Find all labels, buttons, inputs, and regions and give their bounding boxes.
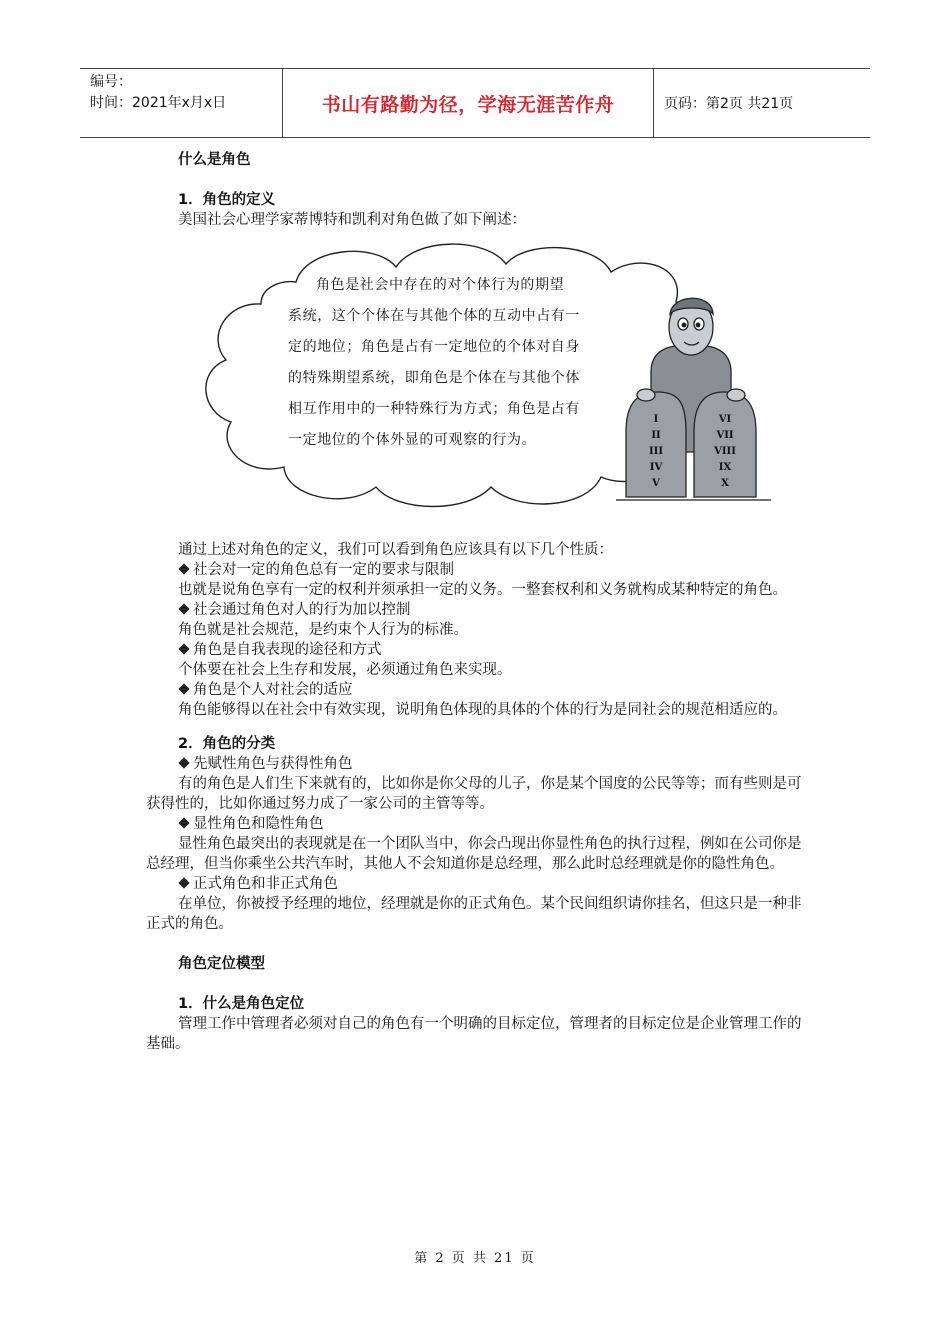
cloud-text <box>288 270 618 456</box>
tablet-numeral: VII <box>716 430 734 441</box>
bullet-text: 在单位，你被授予经理的地位，经理就是你的正式角色。某个民间组织请你挂名，但这只是一种非正式的角色。 <box>146 896 802 932</box>
intro-text: 美国社会心理学家蒂博特和凯利对角色做了如下阐述： <box>178 212 526 228</box>
tablet-numeral: IX <box>718 462 732 473</box>
subsection-title: 2．角色的分类 <box>178 736 276 752</box>
header-motto-cell <box>282 69 654 137</box>
cloud-line: 角色是社会中存在的对个体行为的期望 <box>316 277 565 293</box>
tablet-numeral: V <box>652 478 660 489</box>
tablet-numeral: II <box>651 430 661 441</box>
page-footer: 第 2 页 共 21 页 <box>414 1251 536 1266</box>
diamond-bullet-icon <box>178 757 189 768</box>
section-title: 什么是角色 <box>178 152 251 168</box>
bullet-item: 正式角色和非正式角色 <box>146 874 806 894</box>
time-label: 时间：2021年x月x日 <box>90 95 227 111</box>
bullet-item: 角色是个人对社会的适应 <box>146 680 806 700</box>
bullet-text: 角色就是社会规范，是约束个人行为的标准。 <box>178 622 468 638</box>
diamond-bullet-icon <box>178 603 189 614</box>
bullet-text: 个体要在社会上生存和发展，必须通过角色来实现。 <box>178 662 512 678</box>
properties-intro: 通过上述对角色的定义，我们可以看到角色应该具有以下几个性质： <box>178 542 613 558</box>
tablet-numeral: IV <box>649 462 663 473</box>
diamond-bullet-icon <box>178 643 189 654</box>
bullet-item: 角色是自我表现的途径和方式 <box>146 640 806 660</box>
bullet-item: 显性角色和隐性角色 <box>146 814 806 834</box>
diamond-bullet-icon <box>178 683 189 694</box>
bullet-item: 先赋性角色与获得性角色 <box>146 754 806 774</box>
bullet-text: 角色能够得以在社会中有效实现，说明角色体现的具体的个体的行为是同社会的规范相适应的。 <box>178 702 787 718</box>
cloud-line: 相互作用中的一种特殊行为方式；角色是占有 <box>288 401 580 417</box>
cloud-line: 的特殊期望系统，即角色是个体在与其他个体 <box>288 370 580 386</box>
number-label: 编号： <box>90 74 132 90</box>
header-table <box>80 68 870 138</box>
bullet-text: 也就是说角色享有一定的权利并须承担一定的义务。一整套权利和义务就构成某种特定的角色。 <box>178 582 787 598</box>
section-title: 角色定位模型 <box>178 956 265 972</box>
subsection-title: 1．什么是角色定位 <box>178 996 305 1012</box>
header-page-cell <box>654 69 870 137</box>
bullet-text: 有的角色是人们生下来就有的，比如你是你父母的儿子，你是某个国度的公民等等；而有些则是可获得性的，比如你通过努力成了一家公司的主管等等。 <box>146 776 802 812</box>
tablet-numeral: VIII <box>714 446 736 457</box>
tablet-numeral: X <box>721 478 729 489</box>
bullet-item: 社会对一定的角色总有一定的要求与限制 <box>146 560 806 580</box>
tablet-numeral: I <box>653 414 659 425</box>
cloud-line: 定的地位；角色是占有一定地位的个体对自身 <box>288 339 580 355</box>
document-body <box>146 150 806 1054</box>
cloud-line: 系统，这个个体在与其他个体的互动中占有一 <box>288 308 580 324</box>
diamond-bullet-icon <box>178 563 189 574</box>
diamond-bullet-icon <box>178 817 189 828</box>
page-info: 页码：第2页 共21页 <box>664 96 794 112</box>
cloud-line: 一定地位的个体外显的可观察的行为。 <box>288 432 537 448</box>
body-text: 管理工作中管理者必须对自己的角色有一个明确的目标定位，管理者的目标定位是企业管理工作的基础。 <box>146 1016 802 1052</box>
tablet-numeral: III <box>648 446 664 457</box>
motto: 书山有路勤为径，学海无涯苦作舟 <box>321 93 615 116</box>
bullet-text: 显性角色最突出的表现就是在一个团队当中，你会凸现出你显性角色的执行过程，例如在公司你是总经理，但当你乘坐公共汽车时，其他人不会知道你是总经理，那么此时总经理就是你的隐性角色。 <box>146 836 802 872</box>
cloud-figure <box>146 242 806 522</box>
header-left-cell <box>80 69 282 137</box>
subsection-title: 1．角色的定义 <box>178 192 276 208</box>
diamond-bullet-icon <box>178 877 189 888</box>
bullet-item: 社会通过角色对人的行为加以控制 <box>146 600 806 620</box>
tablet-numeral: VI <box>718 414 732 425</box>
